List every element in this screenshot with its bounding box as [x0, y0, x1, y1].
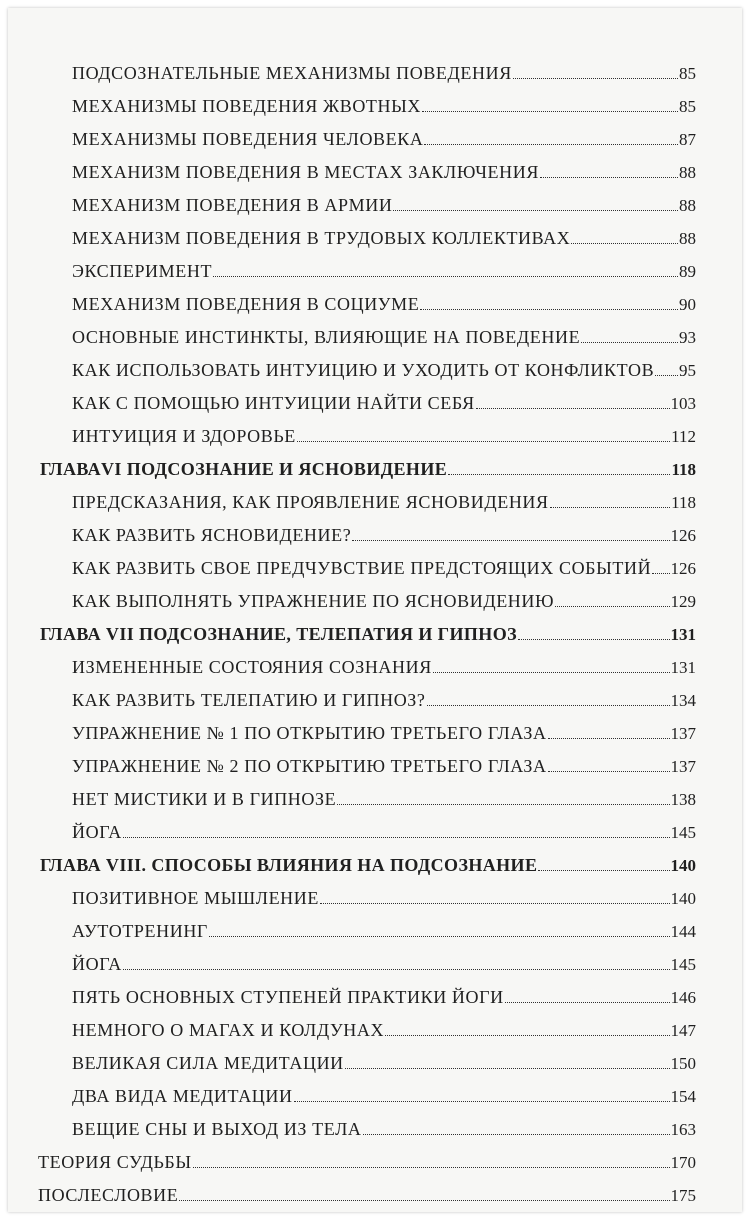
dot-leader — [213, 276, 678, 277]
toc-entry-title: МЕХАНИЗМЫ ПОВЕДЕНИЯ ЧЕЛОВЕКА — [72, 129, 424, 149]
toc-entry-page: 140 — [670, 856, 696, 875]
dot-leader — [422, 111, 678, 112]
toc-entry-title: КАК ВЫПОЛНЯТЬ УПРАЖНЕНИЕ ПО ЯСНОВИДЕНИЮ — [72, 591, 555, 611]
toc-entry-page: 103 — [670, 394, 696, 413]
toc-entry[interactable] — [72, 289, 696, 315]
toc-entry-title: КАК С ПОМОЩЬЮ ИНТУИЦИИ НАЙТИ СЕБЯ — [72, 393, 475, 413]
dot-leader — [363, 1134, 670, 1135]
toc-entry-page: 131 — [670, 625, 696, 644]
toc-entry[interactable] — [72, 949, 696, 975]
toc-entry-page: 118 — [671, 493, 696, 512]
toc-entry[interactable] — [72, 322, 696, 348]
toc-entry-page: 90 — [679, 295, 696, 314]
toc-entry-page: 163 — [670, 1120, 696, 1139]
toc-entry[interactable] — [72, 817, 696, 843]
dot-leader — [320, 903, 670, 904]
toc-entry-title: УПРАЖНЕНИЕ № 1 ПО ОТКРЫТИЮ ТРЕТЬЕГО ГЛАЗА — [72, 723, 547, 743]
toc-entry-page: 112 — [671, 427, 696, 446]
toc-entry-title: ПОЗИТИВНОЕ МЫШЛЕНИЕ — [72, 888, 319, 908]
dot-leader — [548, 771, 670, 772]
dot-leader — [297, 441, 670, 442]
dot-leader — [179, 1200, 669, 1201]
toc-entry-title: МЕХАНИЗМ ПОВЕДЕНИЯ В АРМИИ — [72, 195, 393, 215]
toc-entry-page: 126 — [670, 526, 696, 545]
toc-entry-title: ЭКСПЕРИМЕНТ — [72, 261, 213, 281]
toc-entry-page: 134 — [670, 691, 696, 710]
toc-entry-title: КАК РАЗВИТЬ СВОЕ ПРЕДЧУВСТВИЕ ПРЕДСТОЯЩИХ СОБЫТИЙ — [72, 558, 652, 578]
toc-entry-page: 88 — [679, 196, 696, 215]
dot-leader — [337, 804, 669, 805]
dot-leader — [538, 870, 669, 871]
toc-entry[interactable] — [72, 883, 696, 909]
toc-entry[interactable] — [72, 1048, 696, 1074]
toc-entry-page: 85 — [679, 64, 696, 83]
dot-leader — [427, 705, 670, 706]
toc-entry-page: 131 — [670, 658, 696, 677]
toc-entry[interactable] — [38, 1147, 696, 1173]
toc-entry-page: 140 — [670, 889, 696, 908]
toc-chapter-entry[interactable] — [40, 619, 696, 645]
dot-leader — [433, 672, 670, 673]
toc-entry-page: 145 — [670, 955, 696, 974]
dot-leader — [571, 243, 678, 244]
toc-entry[interactable] — [72, 1114, 696, 1140]
toc-entry[interactable] — [72, 157, 696, 183]
toc-entry-page: 89 — [679, 262, 696, 281]
dot-leader — [652, 573, 669, 574]
toc-entry-title: ВЕЩИЕ СНЫ И ВЫХОД ИЗ ТЕЛА — [72, 1119, 362, 1139]
toc-entry-title: ЙОГА — [72, 954, 122, 974]
toc-entry-page: 126 — [670, 559, 696, 578]
toc-entry-page: 88 — [679, 163, 696, 182]
dot-leader — [518, 639, 670, 640]
toc-entry-title: ГЛАВА VIII. СПОСОБЫ ВЛИЯНИЯ НА ПОДСОЗНАНИЕ — [40, 855, 538, 875]
toc-entry-title: ТЕОРИЯ СУДЬБЫ — [38, 1152, 192, 1172]
toc-entry-title: МЕХАНИЗМ ПОВЕДЕНИЯ В СОЦИУМЕ — [72, 294, 420, 314]
dot-leader — [123, 969, 670, 970]
dot-leader — [352, 540, 669, 541]
toc-entry-title: ПРЕДСКАЗАНИЯ, КАК ПРОЯВЛЕНИЕ ЯСНОВИДЕНИЯ — [72, 492, 549, 512]
dot-leader — [540, 177, 678, 178]
toc-entry[interactable] — [72, 982, 696, 1008]
toc-entry-page: 138 — [670, 790, 696, 809]
dot-leader — [550, 507, 670, 508]
toc-entry[interactable] — [72, 355, 696, 381]
dot-leader — [581, 342, 678, 343]
toc-entry-title: ГЛАВАVI ПОДСОЗНАНИЕ И ЯСНОВИДЕНИЕ — [40, 459, 448, 479]
dot-leader — [476, 408, 670, 409]
toc-entry[interactable] — [72, 58, 696, 84]
toc-entry-title: ИЗМЕНЕННЫЕ СОСТОЯНИЯ СОЗНАНИЯ — [72, 657, 432, 677]
dot-leader — [548, 738, 670, 739]
toc-entry[interactable] — [72, 916, 696, 942]
toc-entry-page: 137 — [670, 757, 696, 776]
dot-leader — [420, 309, 678, 310]
toc-entry-page: 118 — [671, 460, 696, 479]
toc-entry[interactable] — [72, 685, 696, 711]
toc-entry-page: 175 — [670, 1186, 696, 1205]
toc-entry[interactable] — [72, 91, 696, 117]
toc-entry-page: 95 — [679, 361, 696, 380]
toc-entry-title: КАК РАЗВИТЬ ТЕЛЕПАТИЮ И ГИПНОЗ? — [72, 690, 426, 710]
toc-entry[interactable] — [72, 256, 696, 282]
toc-entry[interactable] — [72, 421, 696, 447]
toc-entry-page: 144 — [670, 922, 696, 941]
toc-entry-title: ЙОГА — [72, 822, 122, 842]
dot-leader — [393, 210, 678, 211]
dot-leader — [345, 1068, 670, 1069]
toc-entry[interactable] — [72, 520, 696, 546]
toc-entry-title: МЕХАНИЗМЫ ПОВЕДЕНИЯ ЖВОТНЫХ — [72, 96, 422, 116]
dot-leader — [385, 1035, 669, 1036]
toc-entry-title: АУТОТРЕНИНГ — [72, 921, 208, 941]
toc-entry[interactable] — [72, 652, 696, 678]
toc-entry-title: ОСНОВНЫЕ ИНСТИНКТЫ, ВЛИЯЮЩИЕ НА ПОВЕДЕНИЕ — [72, 327, 581, 347]
toc-entry-page: 129 — [670, 592, 696, 611]
dot-leader — [513, 78, 678, 79]
toc-entry[interactable] — [72, 487, 696, 513]
dot-leader — [123, 837, 670, 838]
toc-entry-page: 85 — [679, 97, 696, 116]
dot-leader — [448, 474, 670, 475]
toc-entry[interactable] — [38, 1180, 696, 1206]
dot-leader — [505, 1002, 670, 1003]
toc-entry[interactable] — [72, 784, 696, 810]
toc-entry[interactable] — [72, 190, 696, 216]
toc-entry-title: ПОСЛЕСЛОВИЕ — [38, 1185, 179, 1205]
toc-entry-page: 147 — [670, 1021, 696, 1040]
toc-entry-page: 154 — [670, 1087, 696, 1106]
dot-leader — [193, 1167, 670, 1168]
dot-leader — [294, 1101, 670, 1102]
toc-entry-title: ПЯТЬ ОСНОВНЫХ СТУПЕНЕЙ ПРАКТИКИ ЙОГИ — [72, 987, 504, 1007]
toc-entry-title: МЕХАНИЗМ ПОВЕДЕНИЯ В МЕСТАХ ЗАКЛЮЧЕНИЯ — [72, 162, 539, 182]
toc-entry-page: 87 — [679, 130, 696, 149]
toc-entry[interactable] — [72, 223, 696, 249]
toc-entry[interactable] — [72, 586, 696, 612]
toc-entry[interactable] — [72, 1015, 696, 1041]
dot-leader — [424, 144, 678, 145]
toc-entry[interactable] — [72, 124, 696, 150]
toc-entry-page: 137 — [670, 724, 696, 743]
toc-entry[interactable] — [72, 751, 696, 777]
toc-entry[interactable] — [72, 388, 696, 414]
toc-entry-page: 146 — [670, 988, 696, 1007]
toc-entry-page: 145 — [670, 823, 696, 842]
toc-entry-title: ИНТУИЦИЯ И ЗДОРОВЬЕ — [72, 426, 296, 446]
dot-leader — [555, 606, 669, 607]
toc-entry-title: УПРАЖНЕНИЕ № 2 ПО ОТКРЫТИЮ ТРЕТЬЕГО ГЛАЗА — [72, 756, 547, 776]
toc-entry-title: НЕМНОГО О МАГАХ И КОЛДУНАХ — [72, 1020, 385, 1040]
toc-entry-title: ПОДСОЗНАТЕЛЬНЫЕ МЕХАНИЗМЫ ПОВЕДЕНИЯ — [72, 63, 512, 83]
toc-entry-page: 170 — [670, 1153, 696, 1172]
toc-entry-title: КАК РАЗВИТЬ ЯСНОВИДЕНИЕ? — [72, 525, 352, 545]
toc-entry-title: КАК ИСПОЛЬЗОВАТЬ ИНТУИЦИЮ И УХОДИТЬ ОТ КОНФЛИКТОВ — [72, 360, 655, 380]
toc-entry[interactable] — [72, 553, 696, 579]
toc-chapter-entry[interactable] — [40, 454, 696, 480]
toc-entry-page: 88 — [679, 229, 696, 248]
toc-entry-title: НЕТ МИСТИКИ И В ГИПНОЗЕ — [72, 789, 337, 809]
dot-leader — [209, 936, 670, 937]
toc-entry-title: МЕХАНИЗМ ПОВЕДЕНИЯ В ТРУДОВЫХ КОЛЛЕКТИВАХ — [72, 228, 571, 248]
toc-entry-title: ДВА ВИДА МЕДИТАЦИИ — [72, 1086, 293, 1106]
toc-entry-title: ВЕЛИКАЯ СИЛА МЕДИТАЦИИ — [72, 1053, 344, 1073]
dot-leader — [655, 375, 678, 376]
toc-entry-page: 150 — [670, 1054, 696, 1073]
toc-entry[interactable] — [72, 1081, 696, 1107]
toc-entry-page: 93 — [679, 328, 696, 347]
toc-chapter-entry[interactable] — [40, 850, 696, 876]
toc-entry-title: ГЛАВА VII ПОДСОЗНАНИЕ, ТЕЛЕПАТИЯ И ГИПНОЗ — [40, 624, 517, 644]
toc-entry[interactable] — [72, 718, 696, 744]
